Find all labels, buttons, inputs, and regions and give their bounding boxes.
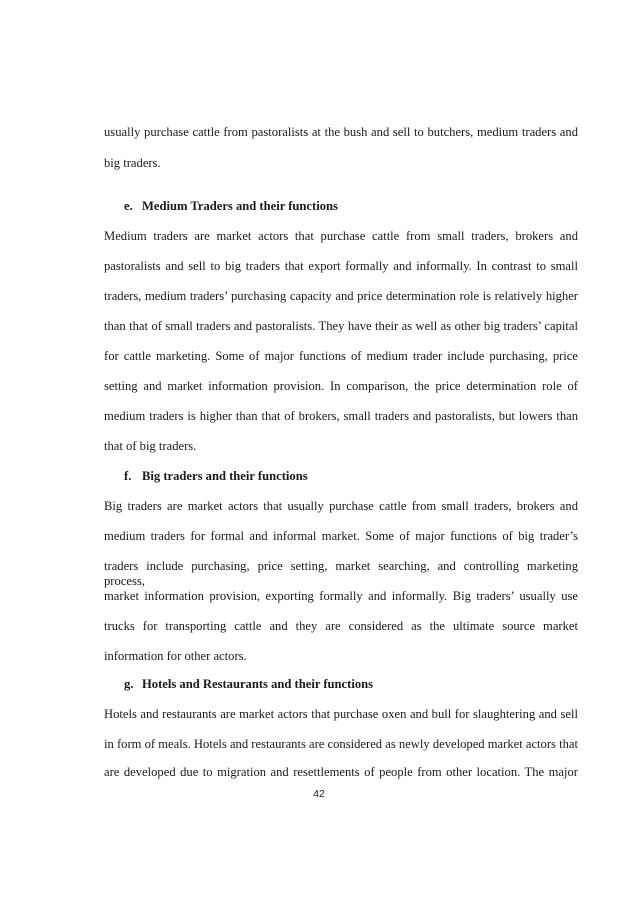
paragraph-line: usually purchase cattle from pastoralists at the bush and sell to butchers, medium traders and: [104, 125, 578, 139]
paragraph-line: Hotels and restaurants are market actors that purchase oxen and bull for slaughtering and sell: [104, 707, 578, 721]
paragraph-line: than that of small traders and pastoralists. They have their as well as other big traders’ capital: [104, 319, 578, 333]
paragraph-line: setting and market information provision. In comparison, the price determination role of: [104, 379, 578, 393]
section-heading-medium-traders: [124, 199, 338, 214]
paragraph-line: traders, medium traders’ purchasing capacity and price determination role is relatively higher: [104, 289, 578, 303]
section-heading-hotels-restaurants: [124, 677, 373, 692]
paragraph-line: information for other actors.: [104, 649, 247, 663]
paragraph-line: are developed due to migration and resettlements of people from other location. The major: [104, 765, 578, 779]
paragraph-line: trucks for transporting cattle and they are considered as the ultimate source market: [104, 619, 578, 633]
section-marker: f.: [124, 469, 132, 483]
section-heading-big-traders: [124, 469, 308, 484]
section-title: Medium Traders and their functions: [142, 199, 338, 213]
paragraph-line: for cattle marketing. Some of major functions of medium trader include purchasing, price: [104, 349, 578, 363]
paragraph-line: that of big traders.: [104, 439, 197, 453]
page-number: 42: [313, 788, 325, 800]
section-title: Hotels and Restaurants and their functions: [142, 677, 374, 691]
paragraph-line: traders include purchasing, price setting, market searching, and controlling marketing process,: [104, 559, 578, 588]
paragraph-line: market information provision, exporting formally and informally. Big traders’ usually use: [104, 589, 578, 603]
paragraph-line: in form of meals. Hotels and restaurants are considered as newly developed market actors that: [104, 737, 578, 751]
paragraph-line: big traders.: [104, 156, 161, 170]
section-marker: e.: [124, 199, 133, 213]
paragraph-line: Big traders are market actors that usually purchase cattle from small traders, brokers and: [104, 499, 578, 513]
paragraph-line: pastoralists and sell to big traders that export formally and informally. In contrast to small: [104, 259, 578, 273]
paragraph-line: Medium traders are market actors that purchase cattle from small traders, brokers and: [104, 229, 578, 243]
section-marker: g.: [124, 677, 134, 691]
paragraph-line: medium traders for formal and informal market. Some of major functions of big trader’s: [104, 529, 578, 543]
section-title: Big traders and their functions: [142, 469, 308, 483]
paragraph-line: medium traders is higher than that of brokers, small traders and pastoralists, but lowers than: [104, 409, 578, 423]
